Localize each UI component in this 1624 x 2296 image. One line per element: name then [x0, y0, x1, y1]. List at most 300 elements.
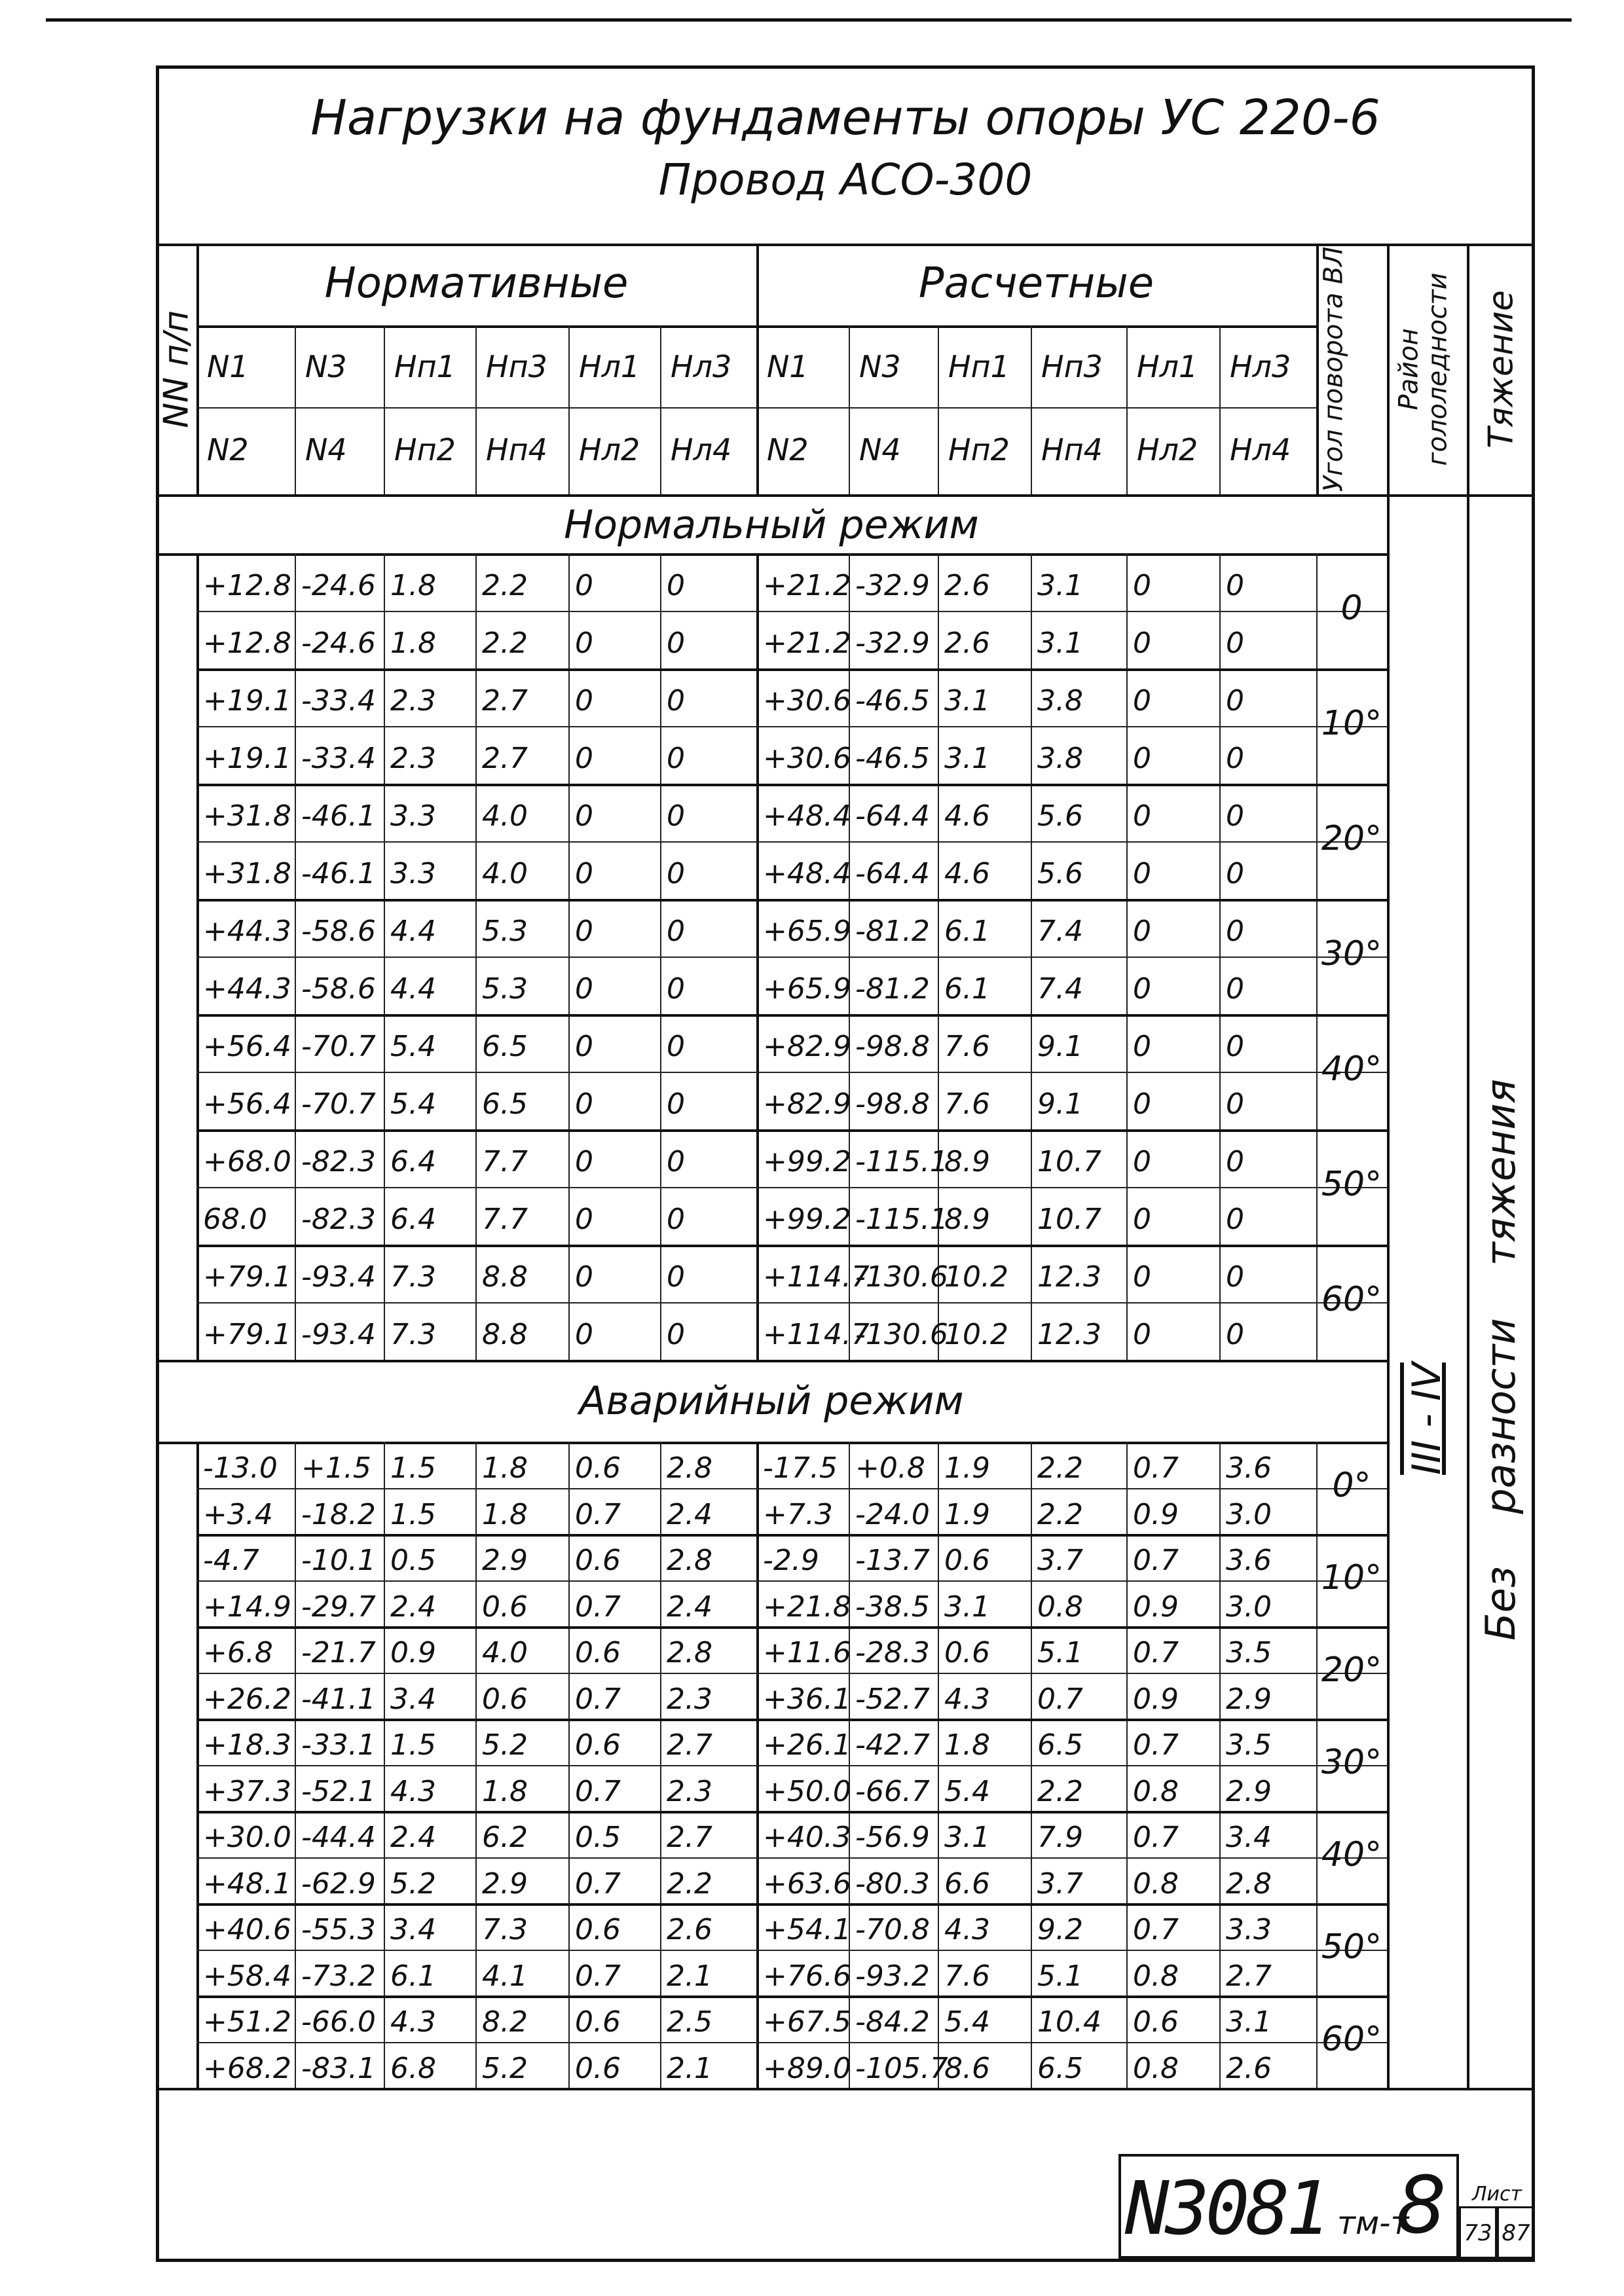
- table-cell: +11.6: [763, 1636, 851, 1670]
- table-cell: -21.7: [301, 1636, 376, 1670]
- table-cell: -64.4: [855, 799, 930, 833]
- table-cell: 0: [1226, 1260, 1244, 1294]
- table-cell: 4.0: [482, 799, 528, 833]
- table-cell: 0.7: [575, 1959, 621, 1993]
- table-cell: 2.7: [1226, 1959, 1272, 1993]
- table-cell: 0.7: [1133, 1913, 1179, 1947]
- table-cell: 0: [1133, 1145, 1151, 1178]
- table-cell: 2.3: [667, 1774, 712, 1808]
- table-cell: -17.5: [763, 1451, 838, 1485]
- header-tension: Тяжение: [1481, 289, 1521, 448]
- table-cell: -115.1: [855, 1145, 948, 1178]
- table-cell: 0.7: [1037, 1682, 1083, 1716]
- table-cell: 2.2: [1037, 1451, 1083, 1485]
- table-cell: 5.3: [482, 915, 528, 948]
- angle-label: 40°: [1321, 1834, 1382, 1874]
- table-cell: 0: [667, 1318, 685, 1351]
- table-cell: -24.6: [301, 569, 376, 602]
- subheader-top: Hл3: [671, 349, 732, 384]
- table-cell: 4.4: [390, 915, 436, 948]
- table-cell: 0: [667, 972, 685, 1006]
- table-cell: 2.8: [667, 1451, 712, 1485]
- subheader-bottom: Hп2: [948, 432, 1010, 467]
- grid-line-h: [196, 1245, 1387, 1247]
- angle-label: 0: [1340, 589, 1363, 628]
- table-cell: 0: [1133, 799, 1151, 833]
- table-cell: 4.3: [944, 1682, 990, 1716]
- table-cell: 3.1: [1037, 627, 1083, 660]
- table-cell: 0.6: [575, 2005, 621, 2039]
- table-cell: 2.2: [482, 627, 528, 660]
- table-cell: -80.3: [855, 1867, 930, 1901]
- table-cell: +3.4: [203, 1497, 273, 1531]
- table-cell: -62.9: [301, 1867, 376, 1901]
- table-cell: 68.0: [203, 1203, 267, 1236]
- table-cell: 3.1: [944, 1590, 990, 1624]
- table-cell: 3.6: [1226, 1451, 1272, 1485]
- table-cell: 0: [1133, 742, 1151, 775]
- sheet-box: [1459, 2183, 1535, 2259]
- table-cell: +40.3: [763, 1821, 851, 1855]
- table-cell: 0: [1133, 1318, 1151, 1351]
- grid-line-h: [196, 899, 1387, 902]
- table-cell: 6.4: [390, 1203, 436, 1236]
- table-cell: 1.5: [390, 1451, 436, 1485]
- table-cell: 3.1: [944, 684, 990, 718]
- table-cell: 0: [575, 1318, 593, 1351]
- table-cell: 0: [1226, 972, 1244, 1006]
- table-cell: +50.0: [763, 1774, 851, 1808]
- table-cell: +56.4: [203, 1087, 291, 1121]
- subheader-bottom: N4: [305, 432, 347, 467]
- grid-line-h: [196, 1302, 1387, 1303]
- table-cell: 2.9: [482, 1867, 528, 1901]
- table-cell: -130.6: [855, 1318, 948, 1351]
- table-cell: 2.7: [482, 742, 528, 775]
- table-cell: 6.2: [482, 1821, 528, 1855]
- table-cell: 2.2: [1037, 1497, 1083, 1531]
- table-cell: 7.7: [482, 1203, 528, 1236]
- table-cell: 10.2: [944, 1260, 1008, 1294]
- table-cell: 0: [1133, 857, 1151, 890]
- angle-label: 30°: [1321, 1742, 1382, 1782]
- table-cell: +68.2: [203, 2051, 291, 2085]
- table-cell: 5.3: [482, 972, 528, 1006]
- table-cell: -82.3: [301, 1203, 376, 1236]
- table-cell: -58.6: [301, 972, 376, 1006]
- grid-line-h: [196, 1187, 1387, 1188]
- table-cell: 9.2: [1037, 1913, 1083, 1947]
- table-cell: 0: [1133, 915, 1151, 948]
- table-cell: +21.8: [763, 1590, 851, 1624]
- table-cell: 0.6: [575, 1728, 621, 1762]
- grid-line-h: [196, 1072, 1387, 1073]
- subheader-bottom: N2: [767, 432, 809, 467]
- table-cell: 0.8: [1037, 1590, 1083, 1624]
- table-cell: 0: [1133, 972, 1151, 1006]
- table-cell: +114.7: [763, 1318, 870, 1351]
- table-cell: 0.7: [575, 1682, 621, 1716]
- table-cell: 3.4: [390, 1682, 436, 1716]
- angle-label: 50°: [1321, 1165, 1382, 1204]
- table-cell: 12.3: [1037, 1260, 1101, 1294]
- table-cell: +21.2: [763, 569, 851, 602]
- table-cell: 0: [667, 1087, 685, 1121]
- table-cell: -56.9: [855, 1821, 930, 1855]
- table-cell: 0: [575, 1260, 593, 1294]
- table-cell: 2.1: [667, 1959, 712, 1993]
- table-cell: 6.8: [390, 2051, 436, 2085]
- table-cell: 0.6: [944, 1636, 990, 1670]
- table-cell: 0: [575, 1203, 593, 1236]
- table-cell: +0.8: [855, 1451, 925, 1485]
- subheader-bottom: Hл4: [1230, 432, 1291, 467]
- table-cell: 5.4: [390, 1087, 436, 1121]
- table-cell: 2.4: [390, 1821, 436, 1855]
- table-cell: -58.6: [301, 915, 376, 948]
- table-cell: +67.5: [763, 2005, 851, 2039]
- subheader-bottom: Hп4: [486, 432, 547, 467]
- table-cell: 2.8: [1226, 1867, 1272, 1901]
- table-cell: 6.4: [390, 1145, 436, 1178]
- subheader-bottom: Hл2: [1137, 432, 1198, 467]
- table-cell: -55.3: [301, 1913, 376, 1947]
- table-cell: +89.0: [763, 2051, 851, 2085]
- table-cell: 2.4: [390, 1590, 436, 1624]
- table-cell: 0.7: [1133, 1728, 1179, 1762]
- grid-line-h: [156, 494, 1535, 497]
- table-cell: 1.8: [390, 627, 436, 660]
- table-cell: +114.7: [763, 1260, 870, 1294]
- table-cell: 3.0: [1226, 1497, 1272, 1531]
- table-cell: -93.2: [855, 1959, 930, 1993]
- table-cell: 8.8: [482, 1260, 528, 1294]
- table-cell: 5.2: [482, 2051, 528, 2085]
- section-title-normal: Нормальный режим: [564, 502, 979, 548]
- table-cell: 0: [1133, 1260, 1151, 1294]
- table-cell: 3.8: [1037, 742, 1083, 775]
- table-cell: 5.6: [1037, 799, 1083, 833]
- table-cell: 1.8: [482, 1451, 528, 1485]
- table-cell: 7.9: [1037, 1821, 1083, 1855]
- table-cell: 1.8: [482, 1774, 528, 1808]
- table-cell: 0.6: [575, 2051, 621, 2085]
- table-cell: -42.7: [855, 1728, 930, 1762]
- table-cell: -52.1: [301, 1774, 376, 1808]
- table-cell: 2.1: [667, 2051, 712, 2085]
- subheader-top: Hл1: [579, 349, 640, 384]
- table-cell: +44.3: [203, 915, 291, 948]
- table-cell: 0: [1133, 1203, 1151, 1236]
- table-cell: 8.2: [482, 2005, 528, 2039]
- table-cell: 0.7: [575, 1774, 621, 1808]
- table-cell: +68.0: [203, 1145, 291, 1178]
- table-cell: -70.7: [301, 1087, 376, 1121]
- table-cell: 0.6: [575, 1636, 621, 1670]
- table-cell: 0.7: [1133, 1451, 1179, 1485]
- table-cell: 0: [667, 799, 685, 833]
- table-cell: -73.2: [301, 1959, 376, 1993]
- table-cell: 2.6: [1226, 2051, 1272, 2085]
- table-cell: 5.4: [944, 2005, 990, 2039]
- table-cell: 0: [667, 684, 685, 718]
- table-cell: 12.3: [1037, 1318, 1101, 1351]
- table-cell: 2.6: [667, 1913, 712, 1947]
- table-cell: 1.8: [482, 1497, 528, 1531]
- table-cell: 2.6: [944, 627, 990, 660]
- table-cell: 5.4: [390, 1030, 436, 1063]
- table-cell: 1.9: [944, 1497, 990, 1531]
- table-cell: 3.5: [1226, 1636, 1272, 1670]
- table-cell: 0.6: [575, 1544, 621, 1578]
- table-cell: +48.4: [763, 799, 851, 833]
- angle-label: 10°: [1321, 704, 1382, 743]
- table-cell: +44.3: [203, 972, 291, 1006]
- table-cell: 7.4: [1037, 915, 1083, 948]
- table-cell: -130.6: [855, 1260, 948, 1294]
- subheader-bottom: N2: [207, 432, 249, 467]
- table-cell: 5.1: [1037, 1959, 1083, 1993]
- table-cell: -66.7: [855, 1774, 930, 1808]
- table-cell: 2.7: [482, 684, 528, 718]
- table-cell: 2.9: [1226, 1774, 1272, 1808]
- table-cell: -46.1: [301, 799, 376, 833]
- table-cell: +7.3: [763, 1497, 833, 1531]
- subheader-top: N1: [207, 349, 249, 384]
- table-cell: 2.2: [482, 569, 528, 602]
- table-cell: 0.8: [1133, 1774, 1179, 1808]
- table-cell: 0: [1226, 1145, 1244, 1178]
- table-cell: -64.4: [855, 857, 930, 890]
- grid-line-h: [196, 1995, 1387, 1998]
- table-cell: 0: [1133, 627, 1151, 660]
- table-cell: -28.3: [855, 1636, 930, 1670]
- sheet-number-a: 73: [1459, 2206, 1497, 2259]
- grid-line-h: [196, 957, 1387, 958]
- table-cell: 0.9: [390, 1636, 436, 1670]
- table-cell: 3.3: [390, 857, 436, 890]
- grid-line-v: [1467, 244, 1469, 2088]
- ice-region-value: III - IV: [1404, 1362, 1450, 1475]
- table-cell: 0: [667, 857, 685, 890]
- table-cell: 2.8: [667, 1544, 712, 1578]
- table-cell: 2.5: [667, 2005, 712, 2039]
- table-cell: -81.2: [855, 972, 930, 1006]
- table-cell: 3.3: [390, 799, 436, 833]
- grid-line-h: [196, 2042, 1387, 2043]
- table-cell: 0.7: [575, 1590, 621, 1624]
- table-cell: +30.6: [763, 684, 851, 718]
- angle-label: 30°: [1321, 934, 1382, 974]
- grid-line-v: [1387, 244, 1390, 2088]
- angle-label: 50°: [1321, 1927, 1382, 1967]
- table-cell: 0.8: [1133, 1867, 1179, 1901]
- table-cell: 5.4: [944, 1774, 990, 1808]
- table-cell: 6.5: [482, 1030, 528, 1063]
- table-cell: +21.2: [763, 627, 851, 660]
- grid-line-h: [156, 553, 1387, 556]
- table-cell: 0: [575, 1030, 593, 1063]
- table-cell: 0: [667, 1145, 685, 1178]
- table-cell: 0: [1226, 627, 1244, 660]
- grid-line-h: [196, 1857, 1387, 1859]
- table-cell: 0: [575, 799, 593, 833]
- grid-line-h: [196, 1129, 1387, 1132]
- table-cell: -46.1: [301, 857, 376, 890]
- table-cell: 10.2: [944, 1318, 1008, 1351]
- table-cell: +48.1: [203, 1867, 291, 1901]
- table-cell: -32.9: [855, 627, 930, 660]
- subheader-top: Hп1: [948, 349, 1010, 384]
- table-cell: -33.4: [301, 742, 376, 775]
- table-cell: 0.9: [1133, 1590, 1179, 1624]
- table-cell: 2.9: [1226, 1682, 1272, 1716]
- table-cell: +65.9: [763, 915, 851, 948]
- grid-line-h: [156, 2088, 1535, 2090]
- table-cell: 7.3: [482, 1913, 528, 1947]
- table-cell: 0: [1226, 1087, 1244, 1121]
- table-cell: 5.6: [1037, 857, 1083, 890]
- grid-line-h: [196, 1903, 1387, 1906]
- grid-line-h: [196, 784, 1387, 786]
- table-cell: +82.9: [763, 1030, 851, 1063]
- grid-line-h: [196, 1488, 1387, 1489]
- table-cell: 1.8: [390, 569, 436, 602]
- table-cell: 0.8: [1133, 2051, 1179, 2085]
- table-cell: 0.6: [944, 1544, 990, 1578]
- grid-line-h: [196, 1719, 1387, 1721]
- table-cell: 6.1: [944, 915, 990, 948]
- table-cell: 1.5: [390, 1497, 436, 1531]
- table-cell: 0.9: [1133, 1497, 1179, 1531]
- angle-label: 60°: [1321, 1280, 1382, 1319]
- table-cell: +82.9: [763, 1087, 851, 1121]
- table-cell: 0: [575, 627, 593, 660]
- table-cell: +14.9: [203, 1590, 291, 1624]
- table-cell: +19.1: [203, 684, 291, 718]
- table-cell: 0.6: [575, 1451, 621, 1485]
- table-cell: 0: [667, 1030, 685, 1063]
- table-cell: 6.1: [944, 972, 990, 1006]
- table-cell: 0: [667, 742, 685, 775]
- table-cell: 2.2: [1037, 1774, 1083, 1808]
- table-cell: +26.2: [203, 1682, 291, 1716]
- table-cell: -46.5: [855, 684, 930, 718]
- table-cell: 0: [575, 1145, 593, 1178]
- table-cell: 0: [1226, 1030, 1244, 1063]
- table-cell: 0: [1133, 569, 1151, 602]
- table-cell: +40.6: [203, 1913, 291, 1947]
- table-cell: -33.4: [301, 684, 376, 718]
- document-title: [156, 85, 1535, 210]
- table-cell: 4.3: [944, 1913, 990, 1947]
- table-cell: 5.2: [482, 1728, 528, 1762]
- header-normative: Нормативные: [324, 259, 629, 308]
- table-cell: 0: [667, 627, 685, 660]
- table-cell: 0.8: [1133, 1959, 1179, 1993]
- table-cell: +65.9: [763, 972, 851, 1006]
- table-cell: 6.1: [390, 1959, 436, 1993]
- table-cell: -24.0: [855, 1497, 930, 1531]
- table-cell: +48.4: [763, 857, 851, 890]
- subheader-top: Hп3: [1041, 349, 1103, 384]
- table-cell: 0: [1226, 915, 1244, 948]
- table-cell: -81.2: [855, 915, 930, 948]
- subheader-top: N3: [859, 349, 901, 384]
- table-cell: -18.2: [301, 1497, 376, 1531]
- table-cell: 0: [575, 1087, 593, 1121]
- header-design: Расчетные: [918, 259, 1154, 308]
- table-cell: 10.7: [1037, 1145, 1101, 1178]
- angle-label: 20°: [1321, 819, 1382, 858]
- table-cell: +99.2: [763, 1145, 851, 1178]
- table-cell: -44.4: [301, 1821, 376, 1855]
- subheader-bottom: N4: [859, 432, 901, 467]
- table-cell: 4.1: [482, 1959, 528, 1993]
- table-cell: 2.3: [390, 742, 436, 775]
- table-cell: 3.3: [1226, 1913, 1272, 1947]
- table-cell: 0: [575, 857, 593, 890]
- table-cell: 3.7: [1037, 1544, 1083, 1578]
- table-cell: +26.1: [763, 1728, 851, 1762]
- stamp-number: 8: [1396, 2160, 1447, 2251]
- table-cell: 0.5: [575, 1821, 621, 1855]
- table-cell: -98.8: [855, 1030, 930, 1063]
- table-cell: +79.1: [203, 1260, 291, 1294]
- table-cell: -93.4: [301, 1318, 376, 1351]
- table-cell: 6.5: [482, 1087, 528, 1121]
- header-ice-region: Район гололедности: [1393, 272, 1452, 466]
- table-cell: 0: [575, 742, 593, 775]
- table-cell: 0: [667, 915, 685, 948]
- table-cell: 1.5: [390, 1728, 436, 1762]
- table-cell: 3.0: [1226, 1590, 1272, 1624]
- table-cell: 3.5: [1226, 1728, 1272, 1762]
- table-cell: 3.6: [1226, 1544, 1272, 1578]
- table-cell: 0: [1226, 569, 1244, 602]
- table-cell: 0: [1226, 684, 1244, 718]
- table-cell: +56.4: [203, 1030, 291, 1063]
- grid-line-h: [196, 1580, 1387, 1582]
- table-cell: 0.9: [1133, 1682, 1179, 1716]
- table-cell: 10.7: [1037, 1203, 1101, 1236]
- table-cell: 8.8: [482, 1318, 528, 1351]
- table-cell: 0.7: [1133, 1544, 1179, 1578]
- table-cell: -84.2: [855, 2005, 930, 2039]
- subheader-bottom: Hл2: [579, 432, 640, 467]
- table-cell: +76.6: [763, 1959, 851, 1993]
- table-cell: 4.6: [944, 857, 990, 890]
- table-cell: 8.6: [944, 2051, 990, 2085]
- table-cell: 0.6: [1133, 2005, 1179, 2039]
- table-cell: 0: [667, 569, 685, 602]
- table-cell: 0.6: [575, 1913, 621, 1947]
- table-cell: 3.1: [1037, 569, 1083, 602]
- subheader-top: Hл3: [1230, 349, 1291, 384]
- header-angle: Угол поворота ВЛ: [1318, 246, 1348, 492]
- table-cell: +58.4: [203, 1959, 291, 1993]
- table-cell: 0: [1226, 1318, 1244, 1351]
- table-cell: -29.7: [301, 1590, 376, 1624]
- grid-line-h: [196, 1626, 1387, 1629]
- table-cell: +79.1: [203, 1318, 291, 1351]
- angle-label: 40°: [1321, 1049, 1382, 1089]
- table-cell: 2.6: [944, 569, 990, 602]
- table-cell: 4.3: [390, 1774, 436, 1808]
- grid-line-h: [156, 1360, 1387, 1362]
- table-cell: 0.7: [575, 1497, 621, 1531]
- sheet-number-b: 87: [1497, 2206, 1535, 2259]
